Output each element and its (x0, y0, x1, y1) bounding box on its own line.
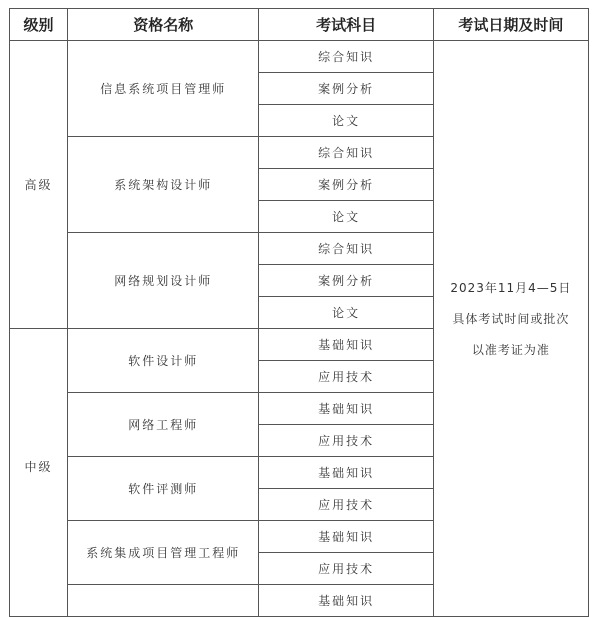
qualification-name: 系统架构设计师 (68, 137, 259, 233)
header-exam-subject: 考试科目 (259, 9, 433, 41)
subject-cell: 应用技术 (259, 361, 433, 393)
header-exam-date: 考试日期及时间 (433, 9, 588, 41)
qualification-name (68, 585, 259, 617)
header-level: 级别 (10, 9, 68, 41)
qualification-name: 网络工程师 (68, 393, 259, 457)
level-label-intermediate: 中级 (24, 460, 53, 474)
level-cell-senior: 高级 (10, 41, 68, 329)
exam-date-cell (433, 41, 588, 617)
subject-cell: 综合知识 (259, 41, 433, 73)
subject-cell: 论文 (259, 105, 433, 137)
header-qualification-name: 资格名称 (68, 9, 259, 41)
qualification-name: 网络规划设计师 (68, 233, 259, 329)
subject-cell: 应用技术 (259, 425, 433, 457)
exam-date-line: 2023年11月4—5日 (450, 281, 572, 295)
admission-ticket-note: 以准考证为准 (471, 343, 550, 357)
qualification-name: 软件评测师 (68, 457, 259, 521)
subject-cell: 案例分析 (259, 73, 433, 105)
subject-cell: 论文 (259, 297, 433, 329)
subject-cell: 综合知识 (259, 233, 433, 265)
exam-batch-note: 具体考试时间或批次 (452, 312, 570, 326)
subject-cell: 案例分析 (259, 265, 433, 297)
qualification-name: 系统集成项目管理工程师 (68, 521, 259, 585)
exam-schedule-table (9, 8, 589, 617)
qualification-name: 软件设计师 (68, 329, 259, 393)
subject-cell: 基础知识 (259, 393, 433, 425)
subject-cell: 基础知识 (259, 585, 433, 617)
subject-cell: 应用技术 (259, 489, 433, 521)
table-row (10, 41, 589, 73)
subject-cell: 基础知识 (259, 329, 433, 361)
subject-cell: 综合知识 (259, 137, 433, 169)
header-row (10, 9, 589, 41)
subject-cell: 应用技术 (259, 553, 433, 585)
subject-cell: 基础知识 (259, 521, 433, 553)
subject-cell: 论文 (259, 201, 433, 233)
subject-cell: 基础知识 (259, 457, 433, 489)
subject-cell: 案例分析 (259, 169, 433, 201)
qualification-name: 信息系统项目管理师 (68, 41, 259, 137)
level-cell-intermediate (10, 329, 68, 617)
